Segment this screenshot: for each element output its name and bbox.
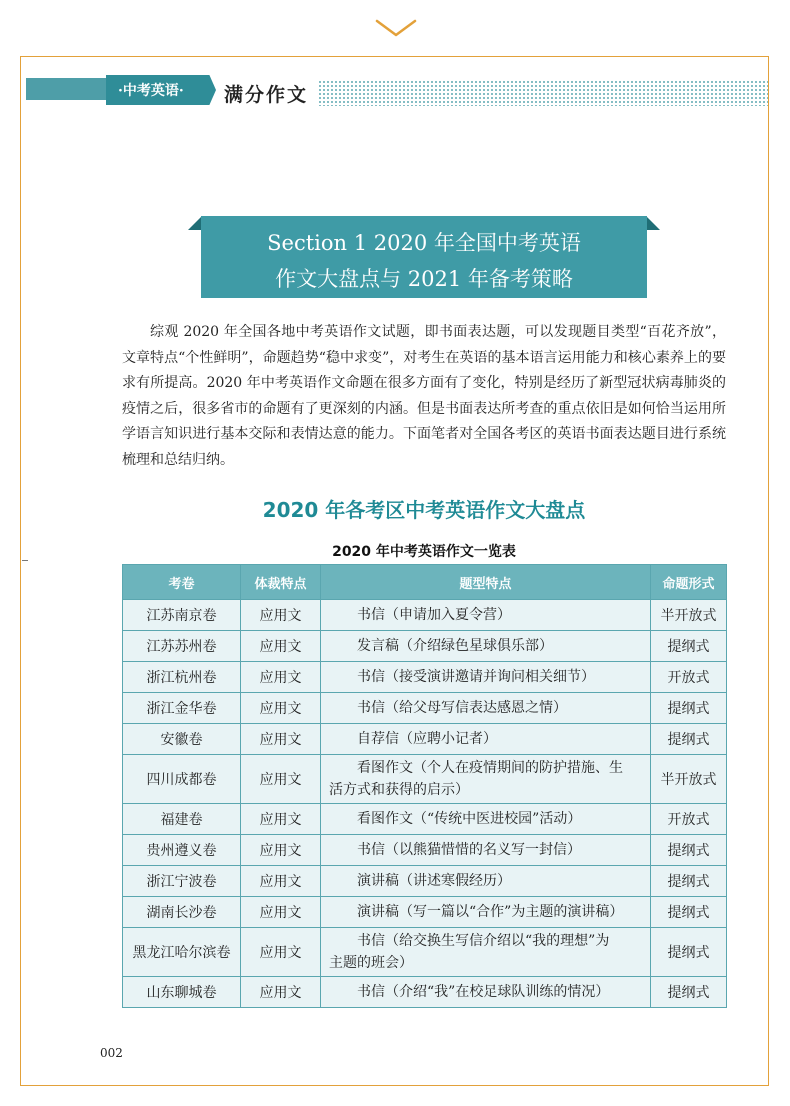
table-row (123, 600, 727, 631)
cell-feature (321, 693, 651, 724)
cell-paper: 四川成都卷 (123, 755, 241, 804)
cell-feature (321, 755, 651, 804)
header-tab-label: ·中考英语· (118, 83, 184, 99)
cell-feature (321, 724, 651, 755)
cell-form: 提纲式 (651, 631, 727, 662)
cell-feature (321, 928, 651, 977)
cell-paper: 贵州遵义卷 (123, 835, 241, 866)
cell-feature-text: 书信（介绍“我”在校足球队训练的情况） (357, 984, 610, 1000)
table-row (123, 755, 727, 804)
chevron-down-icon[interactable] (375, 18, 417, 40)
margin-tick (22, 560, 28, 561)
cell-form: 提纲式 (651, 693, 727, 724)
cell-feature (321, 897, 651, 928)
cell-form: 提纲式 (651, 977, 727, 1008)
cell-paper: 江苏南京卷 (123, 600, 241, 631)
section-title-line-1: Section 1 2020 年全国中考英语 (267, 231, 581, 255)
cell-form: 半开放式 (651, 600, 727, 631)
cell-paper: 浙江宁波卷 (123, 866, 241, 897)
cell-form: 提纲式 (651, 866, 727, 897)
cell-feature-text: 演讲稿（写一篇以“合作”为主题的演讲稿） (357, 904, 624, 920)
cell-feature (321, 662, 651, 693)
cell-feature (321, 977, 651, 1008)
header-title: 满分作文 (224, 84, 309, 106)
cell-form: 提纲式 (651, 897, 727, 928)
column-header-paper: 考卷 (123, 565, 241, 600)
table-row (123, 662, 727, 693)
cell-paper: 浙江杭州卷 (123, 662, 241, 693)
column-header-feature: 题型特点 (321, 565, 651, 600)
cell-feature (321, 600, 651, 631)
cell-feature (321, 835, 651, 866)
cell-feature-text: 书信（以熊猫惜惜的名义写一封信） (357, 842, 581, 858)
table-row (123, 928, 727, 977)
cell-paper: 安徽卷 (123, 724, 241, 755)
cell-paper: 湖南长沙卷 (123, 897, 241, 928)
table-title: 2020 年中考英语作文一览表 (332, 544, 516, 560)
cell-genre: 应用文 (241, 755, 321, 804)
cell-genre: 应用文 (241, 662, 321, 693)
cell-feature-text: 发言稿（介绍绿色星球俱乐部） (357, 638, 553, 654)
cell-feature (321, 631, 651, 662)
table-row (123, 977, 727, 1008)
intro-paragraph: 综观 2020 年全国各地中考英语作文试题，即书面表达题，可以发现题目类型“百花齐放”，文章特点“个性鲜明”，命题趋势“稳中求变”，对考生在英语的基本语言运用能力和核心素养上的要求有所提高。2020 年中考英语作文命题在很多方面有了变化，特别是经历了新型冠状病毒肺炎的疫情之后，很多省市的命题有了更深刻的内涵。但是书面表达所考查的重点依旧是如何恰当运用所学语言知识进行基本交际和表情达意的能力。下面笔者对全国各考区的英语书面表达题目进行系统梳理和总结归纳。 (122, 324, 726, 468)
cell-feature-text: 演讲稿（讲述寒假经历） (357, 873, 511, 889)
cell-paper: 山东聊城卷 (123, 977, 241, 1008)
cell-feature-text: 看图作文（“传统中医进校园”活动） (357, 811, 582, 827)
overview-table (122, 564, 727, 1008)
cell-feature-line-2: 主题的班会） (329, 955, 413, 971)
table-row (123, 804, 727, 835)
header-dot-pattern (318, 80, 768, 106)
cell-genre: 应用文 (241, 724, 321, 755)
cell-genre: 应用文 (241, 804, 321, 835)
cell-feature-line-2: 活方式和获得的启示） (329, 782, 469, 798)
table-row (123, 724, 727, 755)
cell-form: 提纲式 (651, 835, 727, 866)
cell-paper: 黑龙江哈尔滨卷 (123, 928, 241, 977)
cell-paper: 江苏苏州卷 (123, 631, 241, 662)
cell-genre: 应用文 (241, 977, 321, 1008)
table-row (123, 631, 727, 662)
section-title-line-2: 作文大盘点与 2021 年备考策略 (275, 267, 573, 291)
cell-genre: 应用文 (241, 866, 321, 897)
cell-genre: 应用文 (241, 600, 321, 631)
table-row (123, 835, 727, 866)
subheading: 2020 年各考区中考英语作文大盘点 (262, 498, 586, 522)
cell-feature-text: 书信（申请加入夏令营） (357, 607, 511, 623)
cell-feature (321, 866, 651, 897)
table-row (123, 693, 727, 724)
cell-paper: 福建卷 (123, 804, 241, 835)
cell-genre: 应用文 (241, 897, 321, 928)
cell-feature-line-1: 书信（给交换生写信介绍以“我的理想”为 (357, 933, 610, 949)
header-tab-stripe (26, 78, 106, 100)
column-header-genre: 体裁特点 (241, 565, 321, 600)
cell-form: 开放式 (651, 804, 727, 835)
cell-genre: 应用文 (241, 693, 321, 724)
cell-genre: 应用文 (241, 631, 321, 662)
cell-genre: 应用文 (241, 835, 321, 866)
cell-feature (321, 804, 651, 835)
cell-paper: 浙江金华卷 (123, 693, 241, 724)
cell-form: 半开放式 (651, 755, 727, 804)
cell-form: 开放式 (651, 662, 727, 693)
cell-feature-line-1: 看图作文（个人在疫情期间的防护措施、生 (357, 760, 623, 776)
page-number: 002 (100, 1046, 123, 1060)
table-row (123, 897, 727, 928)
cell-feature-text: 书信（接受演讲邀请并询问相关细节） (357, 669, 595, 685)
table-row (123, 866, 727, 897)
cell-feature-text: 自荐信（应聘小记者） (357, 731, 497, 747)
cell-feature-text: 书信（给父母写信表达感恩之情） (357, 700, 567, 716)
cell-genre: 应用文 (241, 928, 321, 977)
column-header-form: 命题形式 (651, 565, 727, 600)
table-header-row (123, 565, 727, 600)
cell-form: 提纲式 (651, 928, 727, 977)
cell-form: 提纲式 (651, 724, 727, 755)
